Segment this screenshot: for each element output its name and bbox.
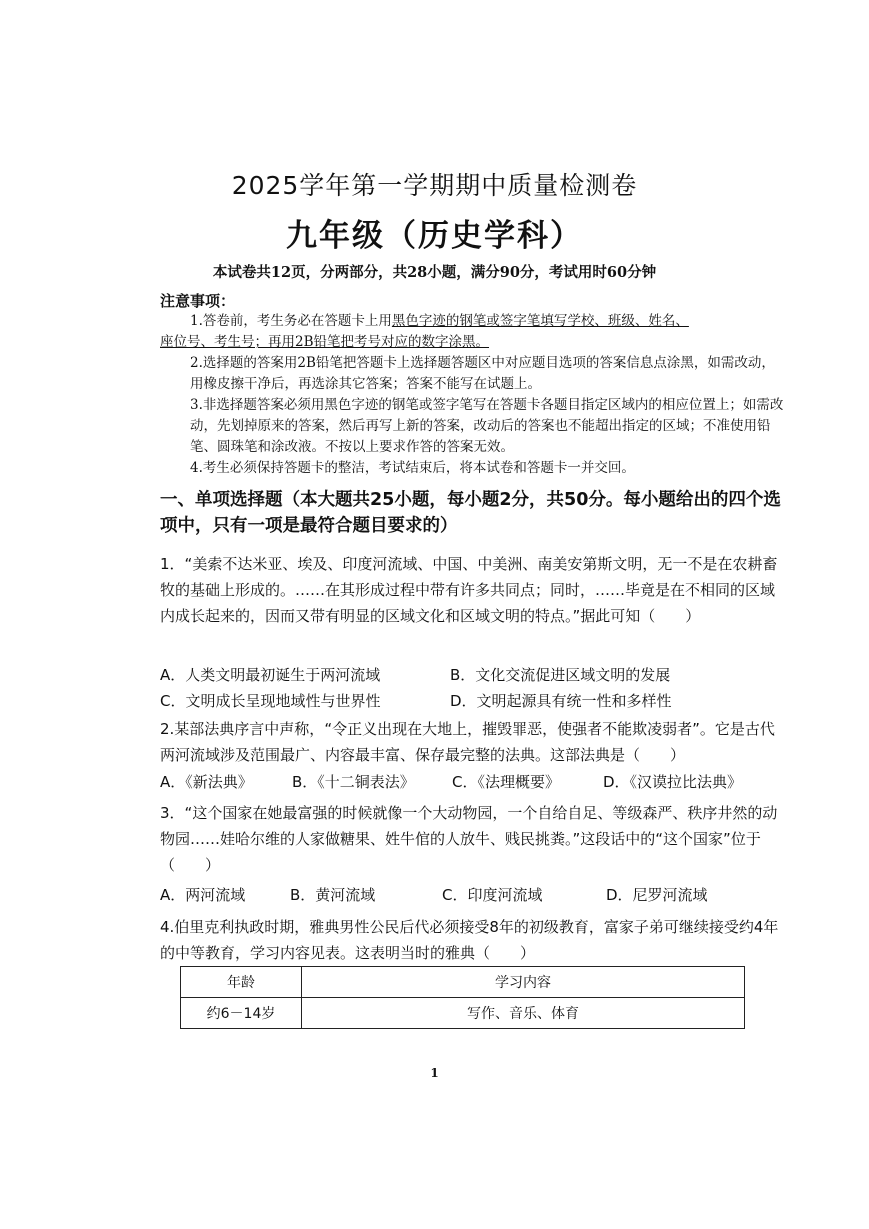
option-c: C．《法理概要》 [452,773,560,791]
table-header-cell: 学习内容 [302,967,745,998]
question-3-options [160,884,790,910]
option-a: A．两河流域 [160,886,246,904]
notice-item-2 [160,353,785,395]
question-4-stem: 4.伯里克利执政时期，雅典男性公民后代必须接受8年的初级教育，富家子弟可继续接受约4年的中等教育，学习内容见表。这表明当时的雅典（ ） [160,918,779,962]
table-header-cell: 年龄 [181,967,302,998]
question-2-stem: 2.某部法典序言中声称，“令正义出现在大地上，摧毁罪恶，使强者不能欺凌弱者”。它是古代两河流域涉及范围最广、内容最丰富、保存最完整的法典。这部法典是（ ） [160,720,775,764]
notice-item-3-text: 3.非选择题答案必须用黑色字迹的钢笔或签字笔写在答题卡各题目指定区域内的相应位置上；如需改动，先划掉原来的答案，然后再写上新的答案，改动后的答案也不能超出指定的区域；不准使用铅笔、圆珠笔和涂改液。不按以上要求作答的答案无效。 [190,397,784,455]
section-heading: 一、单项选择题（本大题共25小题，每小题2分，共50分。每小题给出的四个选项中，只有一项是最符合题目要求的） [160,490,781,536]
option-b: B．文化交流促进区域文明的发展 [450,666,671,684]
option-b: B．黄河流域 [290,886,376,904]
notice-item-1 [160,311,785,353]
option-c: C．印度河流域 [442,886,543,904]
notice-item-3 [160,395,785,458]
option-b: B．《十二铜表法》 [292,773,415,791]
exam-subtitle: 九年级（历史学科） [286,218,583,254]
option-d: D．《汉谟拉比法典》 [603,773,743,791]
notice-heading: 注意事项： [160,292,236,310]
notice-item-1-underlined: 黑色字迹的钢笔或签字笔填写学校、班级、姓名、 [391,313,689,329]
question-1-stem: 1．“美索不达米亚、埃及、印度河流域、中国、中美洲、南美安第斯文明，无一不是在农耕畜牧的基础上形成的。……在其形成过程中带有许多共同点；同时，……毕竟是在不相同的区域内成长起来的，因而又带有明显的区域文化和区域文明的特点。”据此可知（ ） [160,555,778,625]
question-1-options-row-1 [160,664,790,690]
notice-item-1-text: 1.答卷前，考生务必在答题卡上用 [190,313,392,329]
exam-title: 2025学年第一学期期中质量检测卷 [231,171,638,200]
question-3-stem: 3．“这个国家在她最富强的时候就像一个大动物园，一个自给自足、等级森严、秩序井然的动物园……娃哈尔维的人家做糖果、姓牛倌的人放牛、贱民挑粪。”这段话中的“这个国家”位于（ ） [160,804,778,874]
option-d: D．文明起源具有统一性和多样性 [450,692,672,710]
table-row [181,998,745,1029]
notice-item-2-text: 2.选择题的答案用2B铅笔把答题卡上选择题答题区中对应题目选项的答案信息点涂黑，如需改动，用橡皮擦干净后，再选涂其它答案；答案不能写在试题上。 [190,355,775,392]
notice-item-4 [160,458,785,479]
question-2-options [160,771,790,797]
option-c: C．文明成长呈现地域性与世界性 [160,692,381,710]
table-cell: 写作、音乐、体育 [302,998,745,1029]
option-d: D．尼罗河流域 [606,886,708,904]
question-1-options-row-2 [160,690,790,716]
table-cell: 约6－14岁 [181,998,302,1029]
table-header-row [181,967,745,998]
option-a: A．人类文明最初诞生于两河流域 [160,666,381,684]
option-a: A．《新法典》 [160,773,253,791]
notice-item-1-underlined-2: 座位号、考生号；再用2B铅笔把考号对应的数字涂黑。 [160,334,490,350]
page-number: 1 [430,1066,439,1080]
question-4-table [180,966,745,1029]
exam-meta: 本试卷共12页，分两部分，共28小题，满分90分，考试用时60分钟 [212,264,657,281]
notice-item-4-text: 4.考生必须保持答题卡的整洁，考试结束后，将本试卷和答题卡一并交回。 [190,460,635,476]
